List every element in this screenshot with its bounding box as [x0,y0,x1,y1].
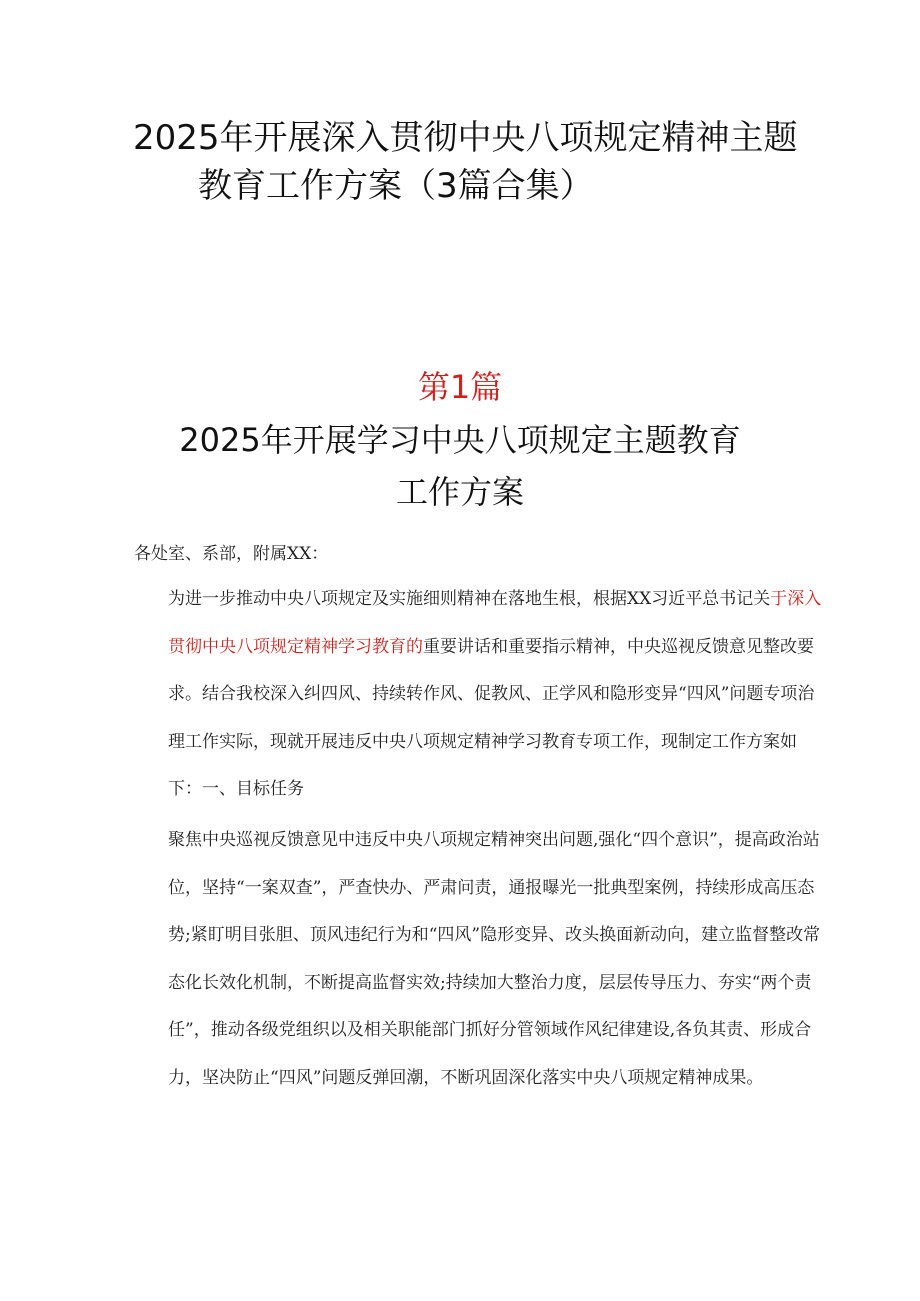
paragraph-2: 聚焦中央巡视反馈意见中违反中央八项规定精神突出问题,强化“四个意识”，提高政治站位，坚持“一案双查”，严查快办、严肃问责，通报曝光一批典型案例，持续形成高压态势;紧盯明目张胆、顶风违纪行为和“四风”隐形变异、改头换面新动向，建立监督整改常态化长效化机制，不断提高监督实效;持续加大整治力度，层层传导压力、夯实“两个责任”，推动各级党组织以及相关职能部门抓好分管领域作风纪律建设,各负其责、形成合力，坚决防止“四风”问题反弹回潮，不断巩固深化落实中央八项规定精神成果。 [168,830,821,1088]
part-label: 第1篇 [417,368,503,406]
paragraph-1-text-start: 为进一步推动中央八项规定及实施细则精神在落地生根，根据XX习近平总书记关 [168,589,771,609]
part-title-line-2: 工作方案 [395,473,524,511]
paragraph-1-text-end: 重要讲话和重要指示精神，中央巡视反馈意见整改要求。结合我校深入纠四风、持续转作风、促教风、正学风和隐形变异“四风”问题专项治理工作实际，现就开展违反中央八项规定精神学习教育专项工作，现制定工作方案如下：一、目标任务 [168,636,815,799]
salutation: 各处室、系部，附属XX： [134,544,329,564]
paragraph-1 [134,576,828,814]
paragraph-1-highlight: 于深入贯彻中央八项规定精神学习教育的 [168,589,822,657]
document-title-line-2: 教育工作方案（3篇合集） [198,166,594,206]
part-title-line-1: 2025年开展学习中央八项规定主题教育 [179,421,741,459]
document-title-line-1: 2025年开展深入贯彻中央八项规定精神主题 [133,118,798,158]
